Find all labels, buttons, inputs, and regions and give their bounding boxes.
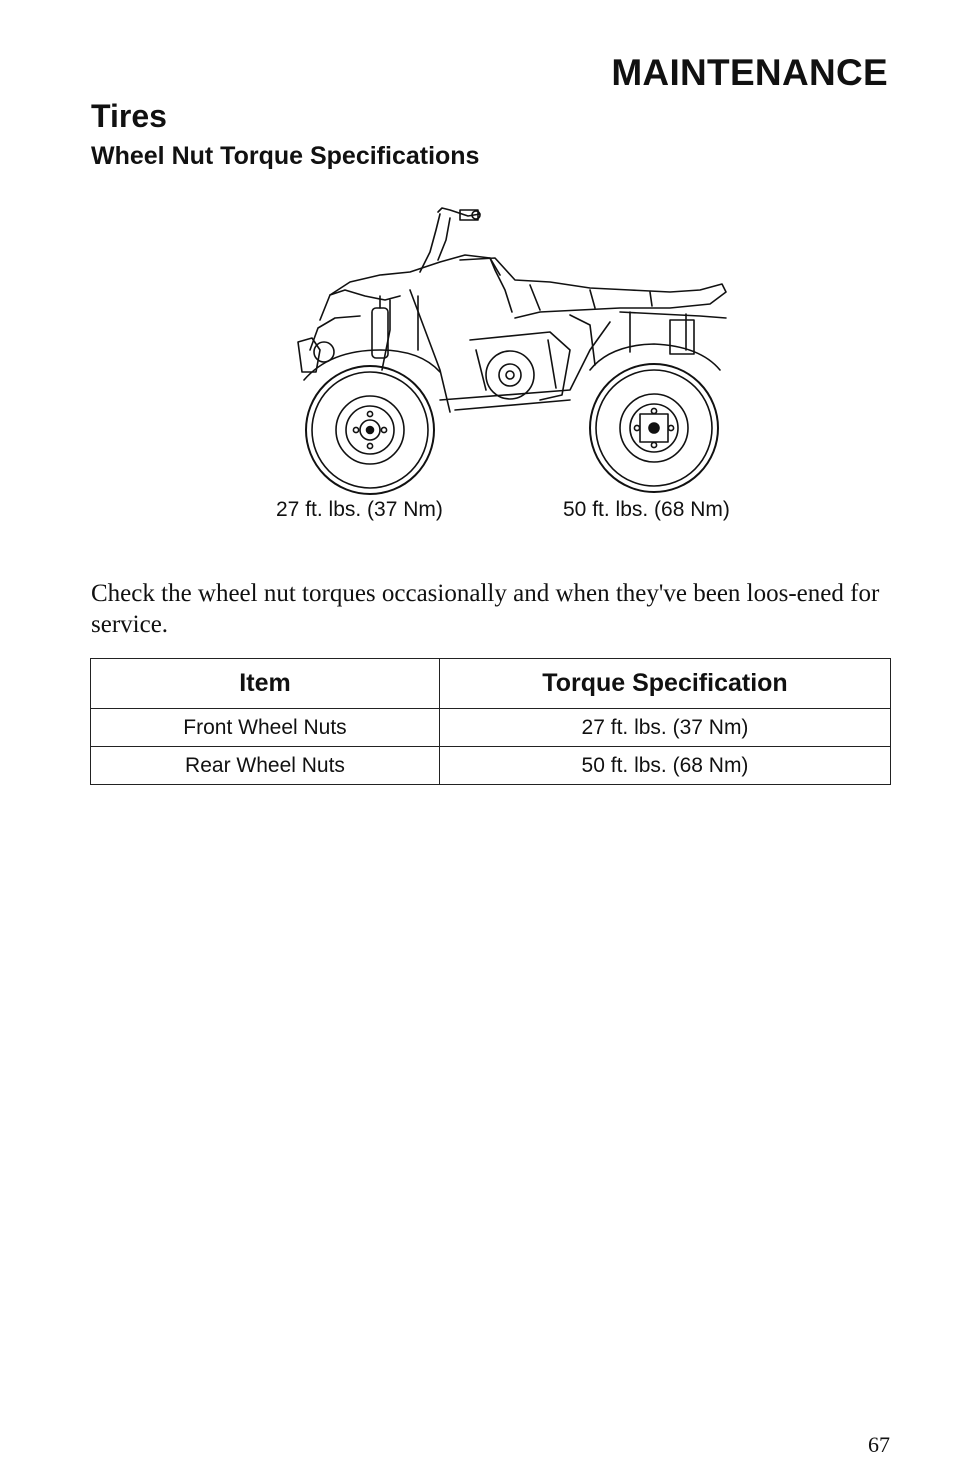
section-title: MAINTENANCE xyxy=(611,52,888,93)
torque-table xyxy=(90,658,891,785)
column-header-item: Item xyxy=(91,659,440,709)
table-header-row xyxy=(91,659,891,709)
table-cell-item: Front Wheel Nuts xyxy=(91,709,440,747)
body-paragraph: Check the wheel nut torques occasionally and when they've been loos-ened for service. xyxy=(91,580,880,638)
front-torque-caption: 27 ft. lbs. (37 Nm) xyxy=(276,498,443,521)
table-cell-item: Rear Wheel Nuts xyxy=(91,747,440,785)
atv-side-view-illustration xyxy=(290,200,740,495)
table-row xyxy=(91,747,891,785)
table-row xyxy=(91,709,891,747)
table-cell-torque: 27 ft. lbs. (37 Nm) xyxy=(440,709,891,747)
column-header-torque: Torque Specification xyxy=(440,659,891,709)
sub-heading: Wheel Nut Torque Specifications xyxy=(91,142,480,170)
page-title: Tires xyxy=(91,98,167,134)
page-number: 67 xyxy=(868,1432,890,1457)
rear-torque-caption: 50 ft. lbs. (68 Nm) xyxy=(563,498,730,521)
table-cell-torque: 50 ft. lbs. (68 Nm) xyxy=(440,747,891,785)
